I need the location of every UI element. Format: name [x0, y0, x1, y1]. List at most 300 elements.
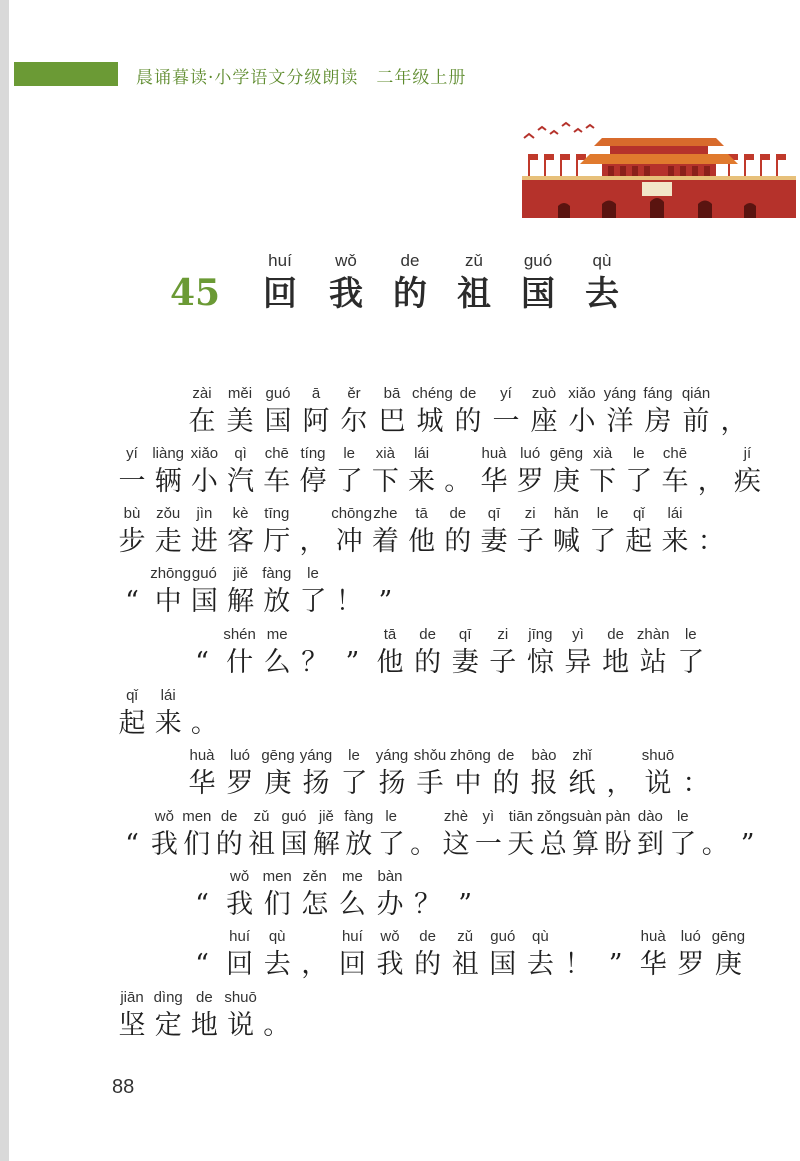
- text-char: [259, 564, 295, 620]
- text-char: [374, 384, 410, 440]
- text-char: [298, 384, 334, 440]
- pinyin: bàn: [377, 868, 403, 885]
- hanzi: 国: [190, 586, 218, 617]
- pinyin: wǒ: [230, 868, 250, 885]
- text-char: [438, 807, 474, 863]
- text-char: [730, 807, 766, 863]
- title-hanzi: 祖: [457, 274, 491, 314]
- text-char: [526, 746, 562, 802]
- pinyin: de: [419, 626, 436, 643]
- pinyin: luó: [520, 445, 541, 462]
- hanzi: 手: [416, 768, 444, 799]
- text-char: [150, 686, 186, 742]
- pinyin: [716, 384, 752, 404]
- pinyin: shǒu: [413, 747, 447, 764]
- hanzi: 。: [444, 466, 472, 497]
- text-char: [223, 564, 259, 620]
- pinyin: shén: [223, 626, 256, 643]
- hanzi: 他: [408, 526, 436, 557]
- lesson-title: [0, 250, 800, 320]
- pinyin: gēng: [261, 747, 295, 764]
- pinyin: qù: [268, 928, 286, 945]
- hanzi: 怎: [301, 889, 329, 920]
- pinyin: le: [307, 565, 319, 582]
- hanzi: 我: [150, 829, 178, 860]
- hanzi: 。: [190, 708, 218, 739]
- hanzi: 站: [639, 647, 667, 678]
- hanzi: 们: [183, 829, 211, 860]
- text-char: [693, 444, 729, 500]
- hanzi: 房: [644, 406, 672, 437]
- hanzi: 。: [410, 829, 438, 860]
- text-char: [404, 444, 440, 500]
- hanzi: 客: [227, 526, 255, 557]
- hanzi: 冲: [335, 526, 363, 557]
- hanzi: “: [195, 647, 209, 678]
- pinyin: huà: [481, 445, 507, 462]
- hanzi: 放: [263, 586, 291, 617]
- hanzi: 城: [416, 406, 444, 437]
- pinyin: pàn: [605, 808, 631, 825]
- hanzi: 喊: [552, 526, 580, 557]
- title-pinyin: zǔ: [465, 251, 483, 270]
- hanzi: 什: [226, 647, 254, 678]
- pinyin: [598, 927, 634, 947]
- pinyin: lái: [667, 505, 683, 522]
- hanzi: 了: [377, 829, 405, 860]
- pinyin: kè: [232, 505, 249, 522]
- hanzi: 么: [263, 647, 291, 678]
- title-char: [577, 250, 627, 316]
- text-char: [276, 807, 312, 863]
- pinyin: yáng: [375, 747, 409, 764]
- text-char: [367, 504, 403, 560]
- text-char: [297, 625, 333, 681]
- hanzi: 进: [190, 526, 218, 557]
- hanzi: 的: [414, 647, 442, 678]
- pinyin: zǔ: [457, 928, 474, 945]
- hanzi: 解: [312, 829, 340, 860]
- hanzi: 。: [263, 1010, 291, 1041]
- hanzi: 惊: [526, 647, 554, 678]
- hanzi: ”: [345, 647, 360, 678]
- hanzi: ！: [564, 949, 592, 980]
- hanzi: 天: [507, 829, 535, 860]
- hanzi: 回: [226, 949, 254, 980]
- title-hanzi: 回: [263, 274, 297, 314]
- hanzi: ，: [299, 526, 327, 557]
- text-char: [367, 444, 403, 500]
- pinyin: gēng: [711, 928, 746, 945]
- text-char: [568, 807, 604, 863]
- text-char: [184, 746, 220, 802]
- text-char: [673, 625, 709, 681]
- text-char: [331, 564, 367, 620]
- pinyin: huí: [229, 928, 251, 945]
- hanzi: 庚: [264, 768, 292, 799]
- text-char: [372, 927, 408, 983]
- hanzi: 定: [154, 1010, 182, 1041]
- title-pinyin: qù: [592, 251, 612, 270]
- text-char: [447, 625, 483, 681]
- hanzi: ”: [378, 586, 393, 617]
- pinyin: men: [182, 808, 212, 825]
- pinyin: chē: [264, 445, 289, 462]
- hanzi: 在: [188, 406, 216, 437]
- text-char: [535, 807, 571, 863]
- hanzi: 洋: [606, 406, 634, 437]
- text-char: [450, 746, 491, 802]
- text-char: [697, 807, 733, 863]
- text-char: [440, 504, 476, 560]
- tiananmen-gate-illustration: [518, 116, 800, 218]
- pinyin: yáng: [299, 747, 333, 764]
- pinyin: le: [676, 808, 689, 825]
- pinyin: zài: [192, 385, 212, 402]
- hanzi: 汽: [227, 466, 255, 497]
- hanzi: ？: [414, 889, 442, 920]
- pinyin: tīng: [264, 505, 290, 522]
- hanzi: 前: [682, 406, 710, 437]
- hanzi: 罗: [226, 768, 254, 799]
- text-char: [374, 746, 410, 802]
- text-char: [470, 807, 506, 863]
- hanzi: 国: [489, 949, 517, 980]
- text-char: [114, 807, 150, 863]
- pinyin: jiě: [233, 565, 249, 582]
- pinyin: yì: [572, 626, 584, 643]
- text-char: [260, 746, 296, 802]
- text-char: [410, 625, 446, 681]
- pinyin: [184, 927, 220, 947]
- pinyin: qì: [234, 445, 247, 462]
- hanzi: ？: [301, 647, 329, 678]
- hanzi: 来: [408, 466, 436, 497]
- hanzi: 了: [340, 768, 368, 799]
- hanzi: 华: [639, 949, 667, 980]
- title-pinyin: wǒ: [335, 251, 357, 270]
- pinyin: suàn: [569, 808, 602, 825]
- hanzi: 总: [539, 829, 567, 860]
- pinyin: guó: [191, 565, 217, 582]
- text-char: [336, 384, 372, 440]
- hanzi: ”: [740, 829, 755, 860]
- hanzi: 这: [442, 829, 470, 860]
- text-char: [186, 444, 222, 500]
- pinyin: xiǎo: [190, 445, 219, 462]
- text-char: [297, 867, 333, 923]
- hanzi: 美: [226, 406, 254, 437]
- text-char: [186, 504, 222, 560]
- hanzi: 妻: [480, 526, 508, 557]
- pinyin: [410, 867, 446, 887]
- text-char: [367, 564, 403, 620]
- hanzi: 我: [226, 889, 254, 920]
- hanzi: ！: [335, 586, 363, 617]
- header-color-bar: [14, 62, 118, 86]
- hanzi: 我: [376, 949, 404, 980]
- pinyin: yí: [500, 385, 512, 402]
- text-char: [150, 504, 186, 560]
- text-char: [259, 867, 295, 923]
- pinyin: [730, 807, 766, 827]
- hanzi: 车: [661, 466, 689, 497]
- hanzi: 的: [444, 526, 472, 557]
- pinyin: jìn: [196, 505, 213, 522]
- text-char: [657, 504, 693, 560]
- text-char: [260, 384, 296, 440]
- hanzi: 华: [480, 466, 508, 497]
- hanzi: ，: [720, 406, 748, 437]
- hanzi: 的: [492, 768, 520, 799]
- pinyin: [259, 988, 295, 1008]
- hanzi: 们: [263, 889, 291, 920]
- hanzi: 说: [644, 768, 672, 799]
- pinyin: men: [262, 868, 292, 885]
- hanzi: 着: [371, 526, 399, 557]
- pinyin: zǔ: [253, 808, 270, 825]
- hanzi: 下: [589, 466, 617, 497]
- hanzi: 去: [263, 949, 291, 980]
- title-char: [385, 250, 435, 316]
- text-char: [150, 988, 186, 1044]
- hanzi: 庚: [552, 466, 580, 497]
- text-char: [635, 625, 671, 681]
- pinyin: [602, 746, 638, 766]
- hanzi: 妻: [451, 647, 479, 678]
- text-char: [526, 384, 562, 440]
- pinyin: [560, 927, 596, 947]
- text-char: [114, 564, 150, 620]
- text-char: [223, 444, 259, 500]
- text-char: [598, 927, 634, 983]
- text-char: [295, 504, 331, 560]
- pinyin: ā: [311, 385, 321, 402]
- hanzi: 么: [338, 889, 366, 920]
- hanzi: ，: [301, 949, 329, 980]
- pinyin: de: [220, 808, 238, 825]
- text-char: [564, 746, 600, 802]
- pinyin: le: [684, 626, 697, 643]
- text-char: [410, 867, 446, 923]
- hanzi: 来: [661, 526, 689, 557]
- text-char: [503, 807, 539, 863]
- pinyin: wǒ: [380, 928, 400, 945]
- text-char: [341, 807, 377, 863]
- text-char: [372, 867, 408, 923]
- hanzi: 国: [264, 406, 292, 437]
- text-char: [331, 504, 373, 560]
- pinyin: [184, 625, 220, 645]
- pinyin: tā: [415, 505, 428, 522]
- pinyin: [297, 927, 333, 947]
- pinyin: le: [385, 808, 398, 825]
- hanzi: ，: [606, 768, 634, 799]
- hanzi: 算: [572, 829, 600, 860]
- pinyin: zhǐ: [572, 747, 592, 764]
- pinyin: yáng: [603, 385, 637, 402]
- pinyin: le: [632, 445, 645, 462]
- pinyin: [697, 807, 733, 827]
- text-char: [678, 384, 714, 440]
- title-char: [513, 250, 563, 316]
- text-char: [598, 625, 634, 681]
- hanzi: 扬: [378, 768, 406, 799]
- hanzi: 他: [376, 647, 404, 678]
- text-char: [512, 444, 548, 500]
- pinyin: [114, 564, 150, 584]
- title-hanzi: 去: [585, 274, 619, 314]
- pinyin: [114, 807, 150, 827]
- text-char: [548, 504, 584, 560]
- text-char: [184, 384, 220, 440]
- text-char: [600, 807, 636, 863]
- hanzi: 一: [492, 406, 520, 437]
- pinyin: zhè: [443, 808, 469, 825]
- hanzi: 祖: [248, 829, 276, 860]
- text-char: [259, 927, 295, 983]
- page-number: 88: [112, 1076, 135, 1098]
- pinyin: le: [596, 505, 609, 522]
- text-char: [476, 444, 512, 500]
- hanzi: 子: [516, 526, 544, 557]
- hanzi: “: [195, 949, 209, 980]
- pinyin: le: [343, 445, 356, 462]
- text-char: [146, 807, 182, 863]
- text-char: [450, 384, 486, 440]
- text-char: [298, 746, 334, 802]
- hanzi: 一: [118, 466, 146, 497]
- pinyin: [440, 444, 476, 464]
- text-char: [488, 746, 524, 802]
- title-hanzi: 国: [521, 274, 555, 314]
- pinyin: [406, 807, 442, 827]
- pinyin: shuō: [224, 989, 257, 1006]
- text-char: [673, 927, 709, 983]
- hanzi: 去: [526, 949, 554, 980]
- pinyin: de: [449, 505, 467, 522]
- text-char: [657, 444, 693, 500]
- hanzi: 华: [188, 768, 216, 799]
- pinyin: gēng: [549, 445, 584, 462]
- hanzi: 回: [338, 949, 366, 980]
- text-char: [150, 444, 186, 500]
- hanzi: 了: [299, 586, 327, 617]
- hanzi: 走: [154, 526, 182, 557]
- text-char: [334, 927, 370, 983]
- pinyin: tiān: [508, 808, 533, 825]
- pinyin: [295, 504, 331, 524]
- text-char: [211, 807, 247, 863]
- text-char: [635, 927, 671, 983]
- text-char: [186, 564, 222, 620]
- title-hanzi: 我: [329, 274, 363, 314]
- text-char: [560, 927, 596, 983]
- pinyin: [693, 504, 729, 524]
- text-char: [602, 746, 638, 802]
- hanzi: 了: [335, 466, 363, 497]
- text-char: [585, 444, 621, 500]
- title-char: [255, 250, 305, 316]
- text-char: [297, 927, 333, 983]
- text-char: [259, 444, 295, 500]
- pinyin: fáng: [643, 385, 673, 402]
- pinyin: zhōng: [450, 747, 491, 764]
- text-char: [447, 927, 483, 983]
- hanzi: 庚: [714, 949, 742, 980]
- text-char: [184, 625, 220, 681]
- hanzi: 放: [345, 829, 373, 860]
- pinyin: guó: [281, 808, 307, 825]
- hanzi: 停: [299, 466, 327, 497]
- hanzi: 辆: [154, 466, 182, 497]
- pinyin: liàng: [152, 445, 185, 462]
- hanzi: 厅: [263, 526, 291, 557]
- text-char: [222, 384, 258, 440]
- text-char: [373, 807, 409, 863]
- text-char: [222, 867, 258, 923]
- hanzi: 小: [568, 406, 596, 437]
- pinyin: yí: [126, 445, 138, 462]
- text-char: [114, 444, 150, 500]
- pinyin: [297, 625, 333, 645]
- pinyin: zhōng: [150, 565, 192, 582]
- hanzi: 步: [118, 526, 146, 557]
- hanzi: 盼: [604, 829, 632, 860]
- pinyin: dìng: [153, 989, 183, 1006]
- text-char: [488, 384, 524, 440]
- hanzi: 罗: [516, 466, 544, 497]
- hanzi: 了: [669, 829, 697, 860]
- pinyin: [334, 625, 370, 645]
- pinyin: xià: [375, 445, 395, 462]
- lesson-number: 45: [170, 272, 221, 314]
- hanzi: “: [195, 889, 209, 920]
- pinyin: zǒu: [156, 505, 181, 522]
- hanzi: 小: [190, 466, 218, 497]
- pinyin: chōng: [331, 505, 373, 522]
- text-char: [640, 384, 676, 440]
- text-char: [222, 625, 258, 681]
- text-char: [244, 807, 280, 863]
- pinyin: jiān: [120, 989, 144, 1006]
- hanzi: 解: [227, 586, 255, 617]
- hanzi: 疾: [733, 466, 761, 497]
- hanzi: 。: [701, 829, 729, 860]
- hanzi: 巴: [378, 406, 406, 437]
- hanzi: ”: [608, 949, 623, 980]
- hanzi: 报: [530, 768, 558, 799]
- page-edge: [0, 0, 9, 1161]
- pinyin: yì: [482, 808, 495, 825]
- text-char: [295, 564, 331, 620]
- birds-icon: [524, 123, 594, 138]
- pinyin: lái: [414, 445, 430, 462]
- text-char: [440, 444, 476, 500]
- pinyin: bù: [123, 505, 141, 522]
- pinyin: qián: [681, 385, 711, 402]
- hanzi: “: [125, 829, 139, 860]
- series-title: 晨诵暮读·小学语文分级朗读 二年级上册: [136, 68, 467, 88]
- hanzi: “: [125, 586, 139, 617]
- pinyin: bā: [383, 385, 401, 402]
- pinyin: le: [348, 747, 360, 764]
- hanzi: 异: [564, 647, 592, 678]
- pinyin: qǐ: [126, 687, 138, 704]
- pinyin: de: [497, 747, 515, 764]
- text-char: [179, 807, 215, 863]
- hanzi: 坚: [118, 1010, 146, 1041]
